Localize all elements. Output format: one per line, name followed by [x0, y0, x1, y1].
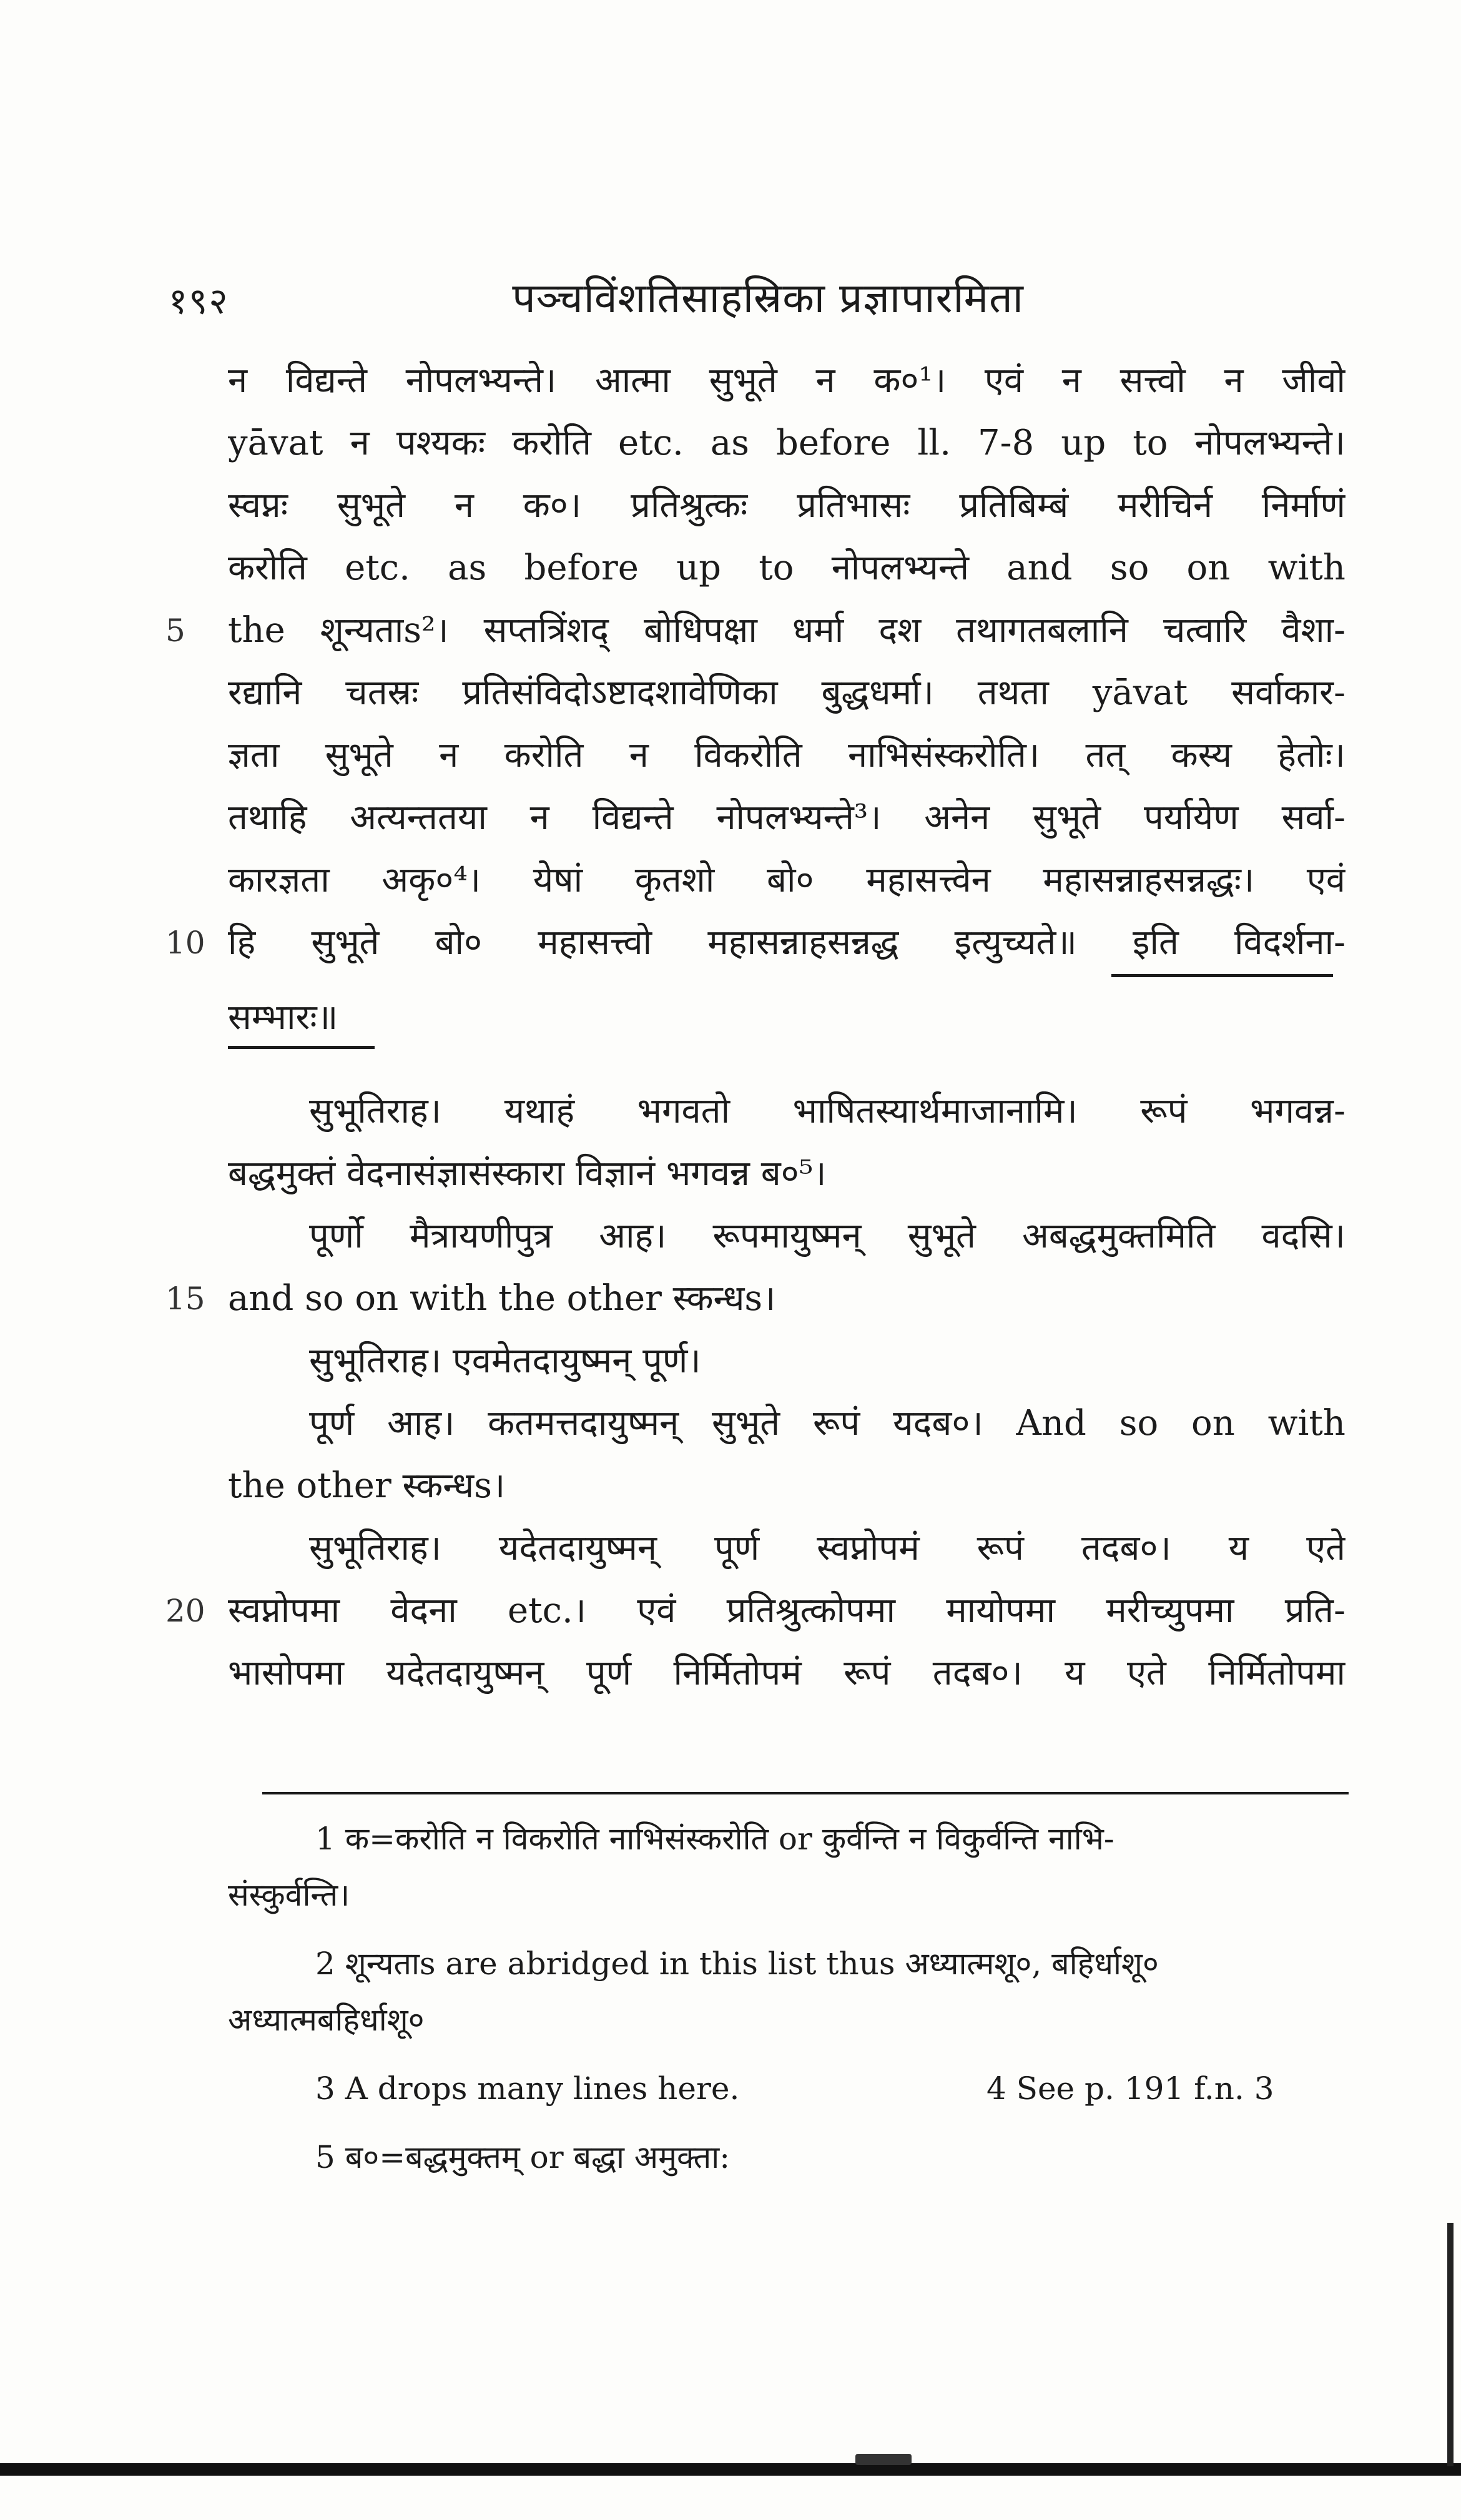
- line-number: 15: [165, 1281, 205, 1317]
- text-line: सुभूतिराह। यथाहं भगवतो भाषितस्यार्थमाजानामि। रूपं भगवन्न-: [309, 1091, 1345, 1131]
- text-line: भासोपमा यदेतदायुष्मन् पूर्ण निर्मितोपमं रूपं तदब०। य एते निर्मितोपमा: [228, 1653, 1345, 1693]
- text-line: कारज्ञता अकृ०⁴। येषां कृतशो बो० महासत्त्वेन महासन्नाहसन्नद्धः। एवं: [228, 860, 1345, 900]
- text-line: and so on with the other स्कन्धs।: [228, 1278, 776, 1319]
- text-line: yāvat न पश्यकः करोति etc. as before ll. 7-8 up to नोपलभ्यन्ते।: [228, 423, 1345, 463]
- text-line: तथाहि अत्यन्ततया न विद्यन्ते नोपलभ्यन्ते³। अनेन सुभूते पर्यायेण सर्वा-: [228, 797, 1345, 838]
- footnote-2-continued: अध्यात्मबहिर्धाशू०: [228, 2002, 425, 2038]
- scan-right-edge: [1447, 2223, 1454, 2466]
- section-title: सम्भारः॥: [228, 997, 338, 1038]
- text-line: बद्धमुक्तं वेदनासंज्ञासंस्कारा विज्ञानं भगवन्न ब०⁵।: [228, 1153, 827, 1194]
- text-line: ज्ञता सुभूते न करोति न विकरोति नाभिसंस्करोति। तत् कस्य हेतोः।: [228, 735, 1345, 775]
- footnote-3: 3 A drops many lines here.: [315, 2070, 740, 2107]
- footnote-1: 1 क=करोति न विकरोति नाभिसंस्करोति or कुर्वन्ति न विकुर्वन्ति नाभि-: [315, 1821, 1114, 1857]
- text-line: पूर्ण आह। कतमत्तदायुष्मन् सुभूते रूपं यदब०। And so on with: [309, 1403, 1345, 1444]
- heading-underline: [1111, 974, 1333, 977]
- footnote-4: 4 See p. 191 f.n. 3: [986, 2070, 1274, 2107]
- line-number: 10: [165, 925, 205, 961]
- running-title: पञ्चविंशतिसाहस्रिका प्रज्ञापारमिता: [512, 274, 1024, 322]
- text-line: the other स्कन्धs।: [228, 1465, 506, 1506]
- scan-mark: [855, 2454, 912, 2465]
- text-line: रद्यानि चतस्रः प्रतिसंविदोऽष्टादशावेणिका बुद्धधर्मा। तथता yāvat सर्वाकार-: [228, 672, 1345, 713]
- text-line: स्वप्नोपमा वेदना etc.। एवं प्रतिश्रुत्कोपमा मायोपमा मरीच्युपमा प्रति-: [228, 1590, 1345, 1631]
- footnote-divider: [262, 1792, 1349, 1794]
- text-line: हि सुभूते बो० महासत्त्वो महासन्नाहसन्नद्ध इत्युच्यते॥ इति विदर्शना-: [228, 922, 1345, 963]
- line-number: 20: [165, 1593, 205, 1629]
- page-number: १९२: [169, 280, 229, 322]
- text-line: सुभूतिराह। एवमेतदायुष्मन् पूर्ण।: [309, 1341, 701, 1381]
- scan-bottom-edge: [0, 2463, 1461, 2476]
- footnote-2: 2 शून्यताs are abridged in this list thus अध्यात्मशू०, बहिर्धाशू०: [315, 1946, 1159, 1982]
- text-line: स्वप्नः सुभूते न क०। प्रतिश्रुत्कः प्रतिभासः प्रतिबिम्बं मरीचिर्न निर्माणं: [228, 485, 1345, 526]
- line-number: 5: [165, 613, 185, 649]
- page-header: [169, 262, 1367, 331]
- text-line: सुभूतिराह। यदेतदायुष्मन् पूर्ण स्वप्नोपमं रूपं तदब०। य एते: [309, 1528, 1345, 1568]
- text-line: न विद्यन्ते नोपलभ्यन्ते। आत्मा सुभूते न क०¹। एवं न सत्त्वो न जीवो: [228, 360, 1345, 401]
- footnote-1-continued: संस्कुर्वन्ति।: [228, 1877, 350, 1913]
- heading-underline: [228, 1046, 375, 1049]
- text-line: करोति etc. as before up to नोपलभ्यन्ते and so on with: [228, 548, 1345, 588]
- footnote-5: 5 ब०=बद्धमुक्तम् or बद्धा अमुक्ता:: [315, 2139, 730, 2175]
- text-line: the शून्यताs²। सप्तत्रिंशद् बोधिपक्षा धर्मा दश तथागतबलानि चत्वारि वैशा-: [228, 610, 1345, 651]
- text-line: पूर्णो मैत्रायणीपुत्र आह। रूपमायुष्मन् सुभूते अबद्धमुक्तमिति वदसि।: [309, 1216, 1345, 1256]
